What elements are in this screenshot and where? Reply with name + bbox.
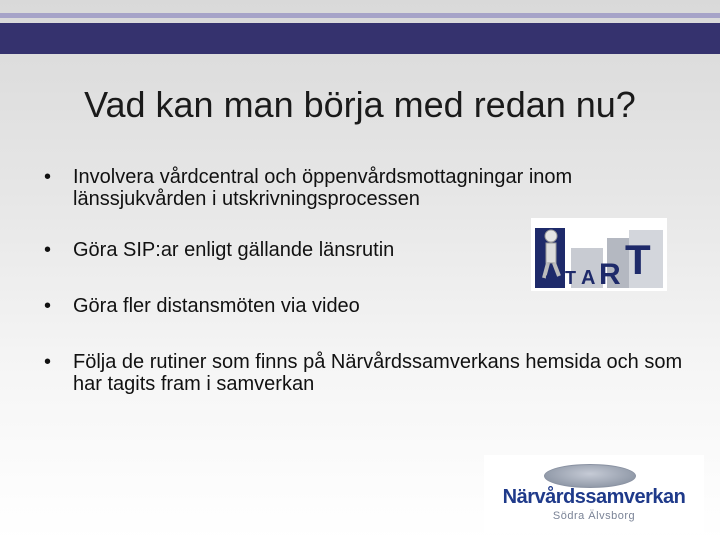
bullet-dot: • <box>44 166 52 188</box>
start-letter: S <box>545 271 555 287</box>
start-letter: R <box>599 258 621 291</box>
bullet-text: Följa de rutiner som finns på Närvårdssamverkans hemsida och som har tagits fram i samverkan <box>73 351 683 395</box>
start-stairs-image <box>531 218 667 291</box>
bullet-text: Involvera vårdcentral och öppenvårdsmottagningar inom länssjukvården i utskrivningsprocessen <box>73 166 573 210</box>
bullet-dot: • <box>44 295 52 317</box>
figure-head <box>545 230 557 242</box>
bullet-item <box>44 166 694 210</box>
logo-emblem-icon <box>544 464 636 488</box>
bullet-item <box>44 295 694 317</box>
slide-title: Vad kan man börja med redan nu? <box>84 84 636 125</box>
bullet-dot: • <box>44 239 52 261</box>
bullet-text: Göra SIP:ar enligt gällande länsrutin <box>73 239 395 261</box>
bullet-dot: • <box>44 351 52 373</box>
start-letter: T <box>625 236 651 283</box>
figure-body <box>546 243 556 263</box>
bullet-text: Göra fler distansmöten via video <box>73 295 360 317</box>
start-letter: T <box>565 268 576 288</box>
bullet-item <box>44 351 694 395</box>
logo-subtitle: Södra Älvsborg <box>552 510 636 522</box>
start-letter: A <box>581 267 596 289</box>
header-bar <box>0 23 720 54</box>
logo-name: Närvårdssamverkan <box>502 486 686 508</box>
header-stripe <box>0 13 720 18</box>
bullet-item <box>44 239 503 261</box>
